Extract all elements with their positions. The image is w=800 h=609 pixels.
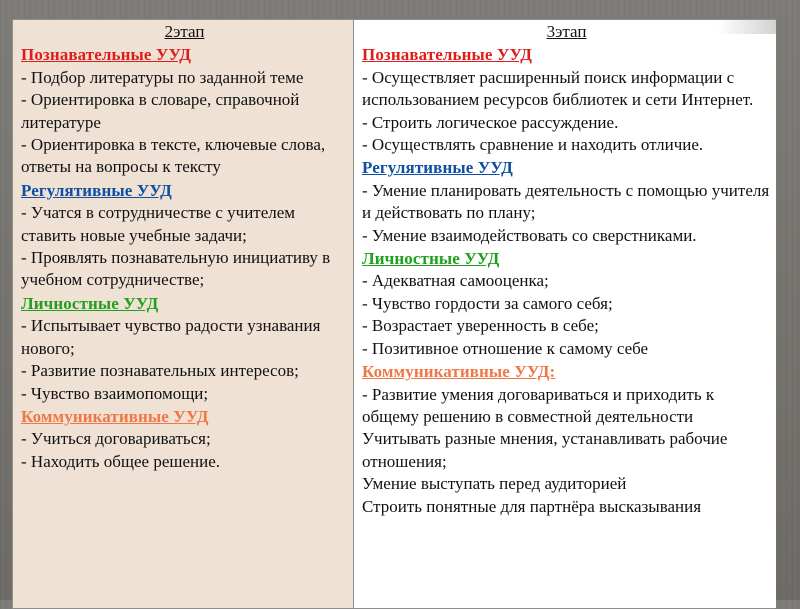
right-personal-item-3: - Возрастает уверенность в себе;	[362, 316, 599, 336]
left-communicative-title: Коммуникативные УУД	[21, 406, 209, 426]
left-communicative-item-2: - Находить общее решение.	[21, 451, 221, 471]
right-communicative-item-1: - Развитие умения договариваться и приходить к общему решению в совместной деятельности	[362, 384, 715, 426]
stage-3-column	[354, 20, 776, 608]
left-cognitive-item-1: - Подбор литературы по заданной теме	[21, 67, 304, 87]
right-communicative-item-3: Умение выступать перед аудиторией	[362, 474, 627, 494]
right-regulatory-item-2: - Умение взаимодействовать со сверстниками.	[362, 225, 697, 245]
right-personal-item-1: - Адекватная самооценка;	[362, 271, 549, 291]
right-regulatory-title: Регулятивные УУД	[362, 158, 513, 178]
right-regulatory-item-1: - Умение планировать деятельность с помощью учителя и действовать по плану;	[362, 180, 770, 223]
left-personal-item-3: - Чувство взаимопомощи;	[21, 383, 209, 403]
right-cognitive-title: Познавательные УУД	[362, 45, 533, 65]
left-cognitive-item-3: - Ориентировка в тексте, ключевые слова, ответы на вопросы к тексту	[21, 135, 326, 177]
stage-3-title: 3этап	[546, 22, 587, 41]
right-personal-item-2: - Чувство гордости за самого себя;	[362, 293, 613, 313]
right-cognitive-item-2: - Строить логическое рассуждение.	[362, 112, 619, 132]
comparison-table	[12, 19, 775, 609]
left-communicative-item-1: - Учиться договариваться;	[21, 429, 211, 449]
right-personal-title: Личностные УУД	[362, 249, 500, 269]
left-personal-item-1: - Испытывает чувство радости узнавания нового;	[21, 316, 321, 358]
left-regulatory-item-2: - Проявлять познавательную инициативу в учебном сотрудничестве;	[21, 248, 331, 290]
right-cognitive-item-1: - Осуществляет расширенный поиск информации с использованием ресурсов библиотек и сети Интернет.	[362, 67, 754, 110]
left-personal-title: Личностные УУД	[21, 293, 159, 313]
right-cognitive-item-3: - Осуществлять сравнение и находить отличие.	[362, 135, 704, 155]
stage-2-column	[13, 20, 354, 608]
left-personal-item-2: - Развитие познавательных интересов;	[21, 361, 299, 381]
left-regulatory-title: Регулятивные УУД	[21, 180, 172, 200]
right-communicative-item-4: Строить понятные для партнёра высказывания	[362, 496, 702, 516]
left-regulatory-item-1: - Учатся в сотрудничестве с учителем ставить новые учебные задачи;	[21, 203, 296, 245]
left-cognitive-item-2: - Ориентировка в словаре, справочной литературе	[21, 90, 300, 132]
stage-2-title: 2этап	[164, 22, 205, 41]
left-cognitive-title: Познавательные УУД	[21, 45, 192, 65]
right-communicative-item-2: Учитывать разные мнения, устанавливать рабочие отношения;	[362, 429, 728, 471]
right-communicative-title: Коммуникативные УУД:	[362, 362, 556, 382]
right-personal-item-4: - Позитивное отношение к самому себе	[362, 338, 649, 358]
